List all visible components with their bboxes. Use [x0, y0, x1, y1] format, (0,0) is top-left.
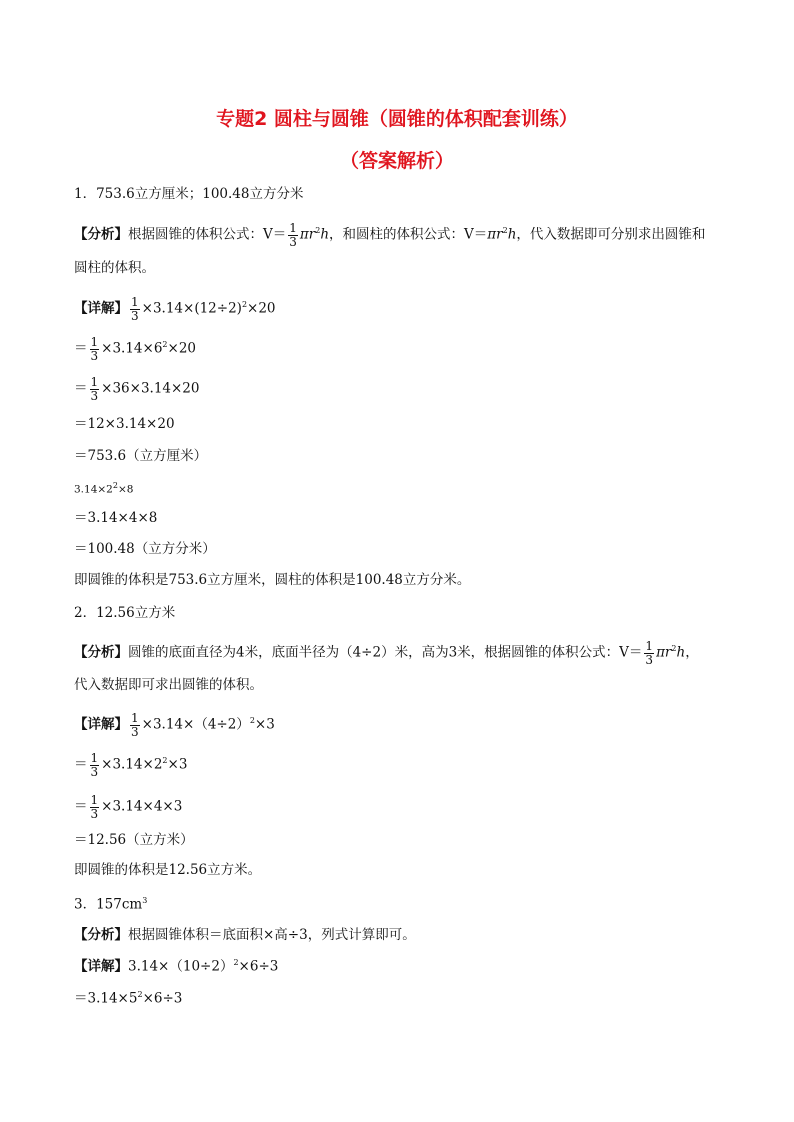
fraction-one-third: $\frac{1}{3}$: [90, 375, 99, 403]
q1-detail-line6: $3.14\times 2^2\times 8$: [74, 481, 134, 496]
analysis-label: 【分析】: [74, 644, 128, 661]
fraction-one-third: $\frac{1}{3}$: [131, 295, 139, 323]
fraction-one-third: $\frac{1}{3}$: [289, 221, 297, 249]
q1-answer: 1．753.6立方厘米；100.48立方分米: [74, 186, 304, 202]
cylinder-formula-prefix: V＝: [464, 226, 488, 243]
q2-detail-line1: 【详解】 $\frac{1}{3}$ $\times 3.14\times(4\div 2)^2\times 3$: [74, 711, 275, 739]
q2-answer: 2．12.56立方米: [74, 605, 176, 621]
q1-conclusion: 即圆锥的体积是753.6立方厘米，圆柱的体积是100.48立方分米。: [74, 572, 471, 588]
q1-detail-line2: ＝ $\frac{1}{3}$ $\times 3.14\times 6^2\times 20$: [74, 335, 197, 363]
q1-analysis-text-a: 根据圆锥的体积公式：: [128, 226, 263, 243]
exponent: 2: [315, 226, 321, 236]
fraction-one-third: $\frac{1}{3}$: [90, 793, 99, 821]
cone-formula-h: h: [320, 226, 330, 243]
q1-detail-line3: ＝ $\frac{1}{3}$ ×36×3.14×20: [74, 375, 200, 403]
q1-detail-line4: ＝12×3.14×20: [74, 416, 175, 432]
cone-formula-pi-r: πr: [299, 226, 316, 243]
q1-analysis-text-c: ，代入数据即可分别求出圆锥和: [516, 226, 706, 243]
fraction-one-third: $\frac{1}{3}$: [90, 335, 99, 363]
page-title: 专题2 圆柱与圆锥（圆锥的体积配套训练）: [216, 108, 578, 130]
q2-analysis: 【分析】圆锥的底面直径为4米，底面半径为（4÷2）米，高为3米，根据圆锥的体积公式：V＝ $\frac{1}{3}$ $\pi r^2h$，: [74, 639, 699, 667]
exponent: 2: [502, 226, 508, 236]
q2-detail-line3: ＝ $\frac{1}{3}$ ×3.14×4×3: [74, 793, 183, 821]
q3-answer: 3．$157cm^3$: [74, 896, 148, 913]
q2-detail-line4: ＝12.56（立方米）: [74, 832, 194, 848]
analysis-label: 【分析】: [74, 927, 128, 943]
q1-detail-line7: ＝3.14×4×8: [74, 510, 158, 526]
q2-analysis-line2: 代入数据即可求出圆锥的体积。: [74, 677, 263, 693]
detail-label: 【详解】: [74, 716, 128, 733]
q3-analysis: 【分析】根据圆锥体积＝底面积×高÷3，列式计算即可。: [74, 927, 416, 943]
detail-label: 【详解】: [74, 300, 128, 317]
q1-detail-line8: ＝100.48（立方分米）: [74, 541, 216, 557]
detail-label: 【详解】: [74, 958, 128, 975]
q1-detail-line1: 【详解】 $\frac{1}{3}$ $\times 3.14\times(12\div 2)^2\times 20$: [74, 295, 276, 323]
cylinder-formula-pi-r: πr: [487, 226, 503, 243]
analysis-label: 【分析】: [74, 226, 128, 243]
cylinder-formula-h: h: [507, 226, 517, 243]
fraction-one-third: $\frac{1}{3}$: [90, 751, 99, 779]
page-subtitle: （答案解析）: [339, 150, 454, 172]
q1-analysis: [74, 222, 705, 248]
q1-analysis-line2: 圆柱的体积。: [74, 260, 155, 276]
fraction-one-third: $\frac{1}{3}$: [645, 639, 654, 667]
q3-detail-line1: 【详解】$3.14\times(10\div 2)^2\times 6\div 3$: [74, 958, 279, 975]
fraction-one-third: $\frac{1}{3}$: [131, 711, 139, 739]
q1-detail-line5: ＝753.6（立方厘米）: [74, 448, 208, 464]
q3-detail-line2: $=3.14\times 5^2\times 6\div 3$: [74, 990, 183, 1007]
q2-conclusion: 即圆锥的体积是12.56立方米。: [74, 862, 262, 878]
cone-formula-prefix: V＝: [263, 226, 287, 243]
q2-detail-line2: ＝ $\frac{1}{3}$ $\times 3.14\times 2^2\times 3$: [74, 751, 188, 779]
q1-analysis-text-b: ，和圆柱的体积公式：: [329, 226, 465, 243]
